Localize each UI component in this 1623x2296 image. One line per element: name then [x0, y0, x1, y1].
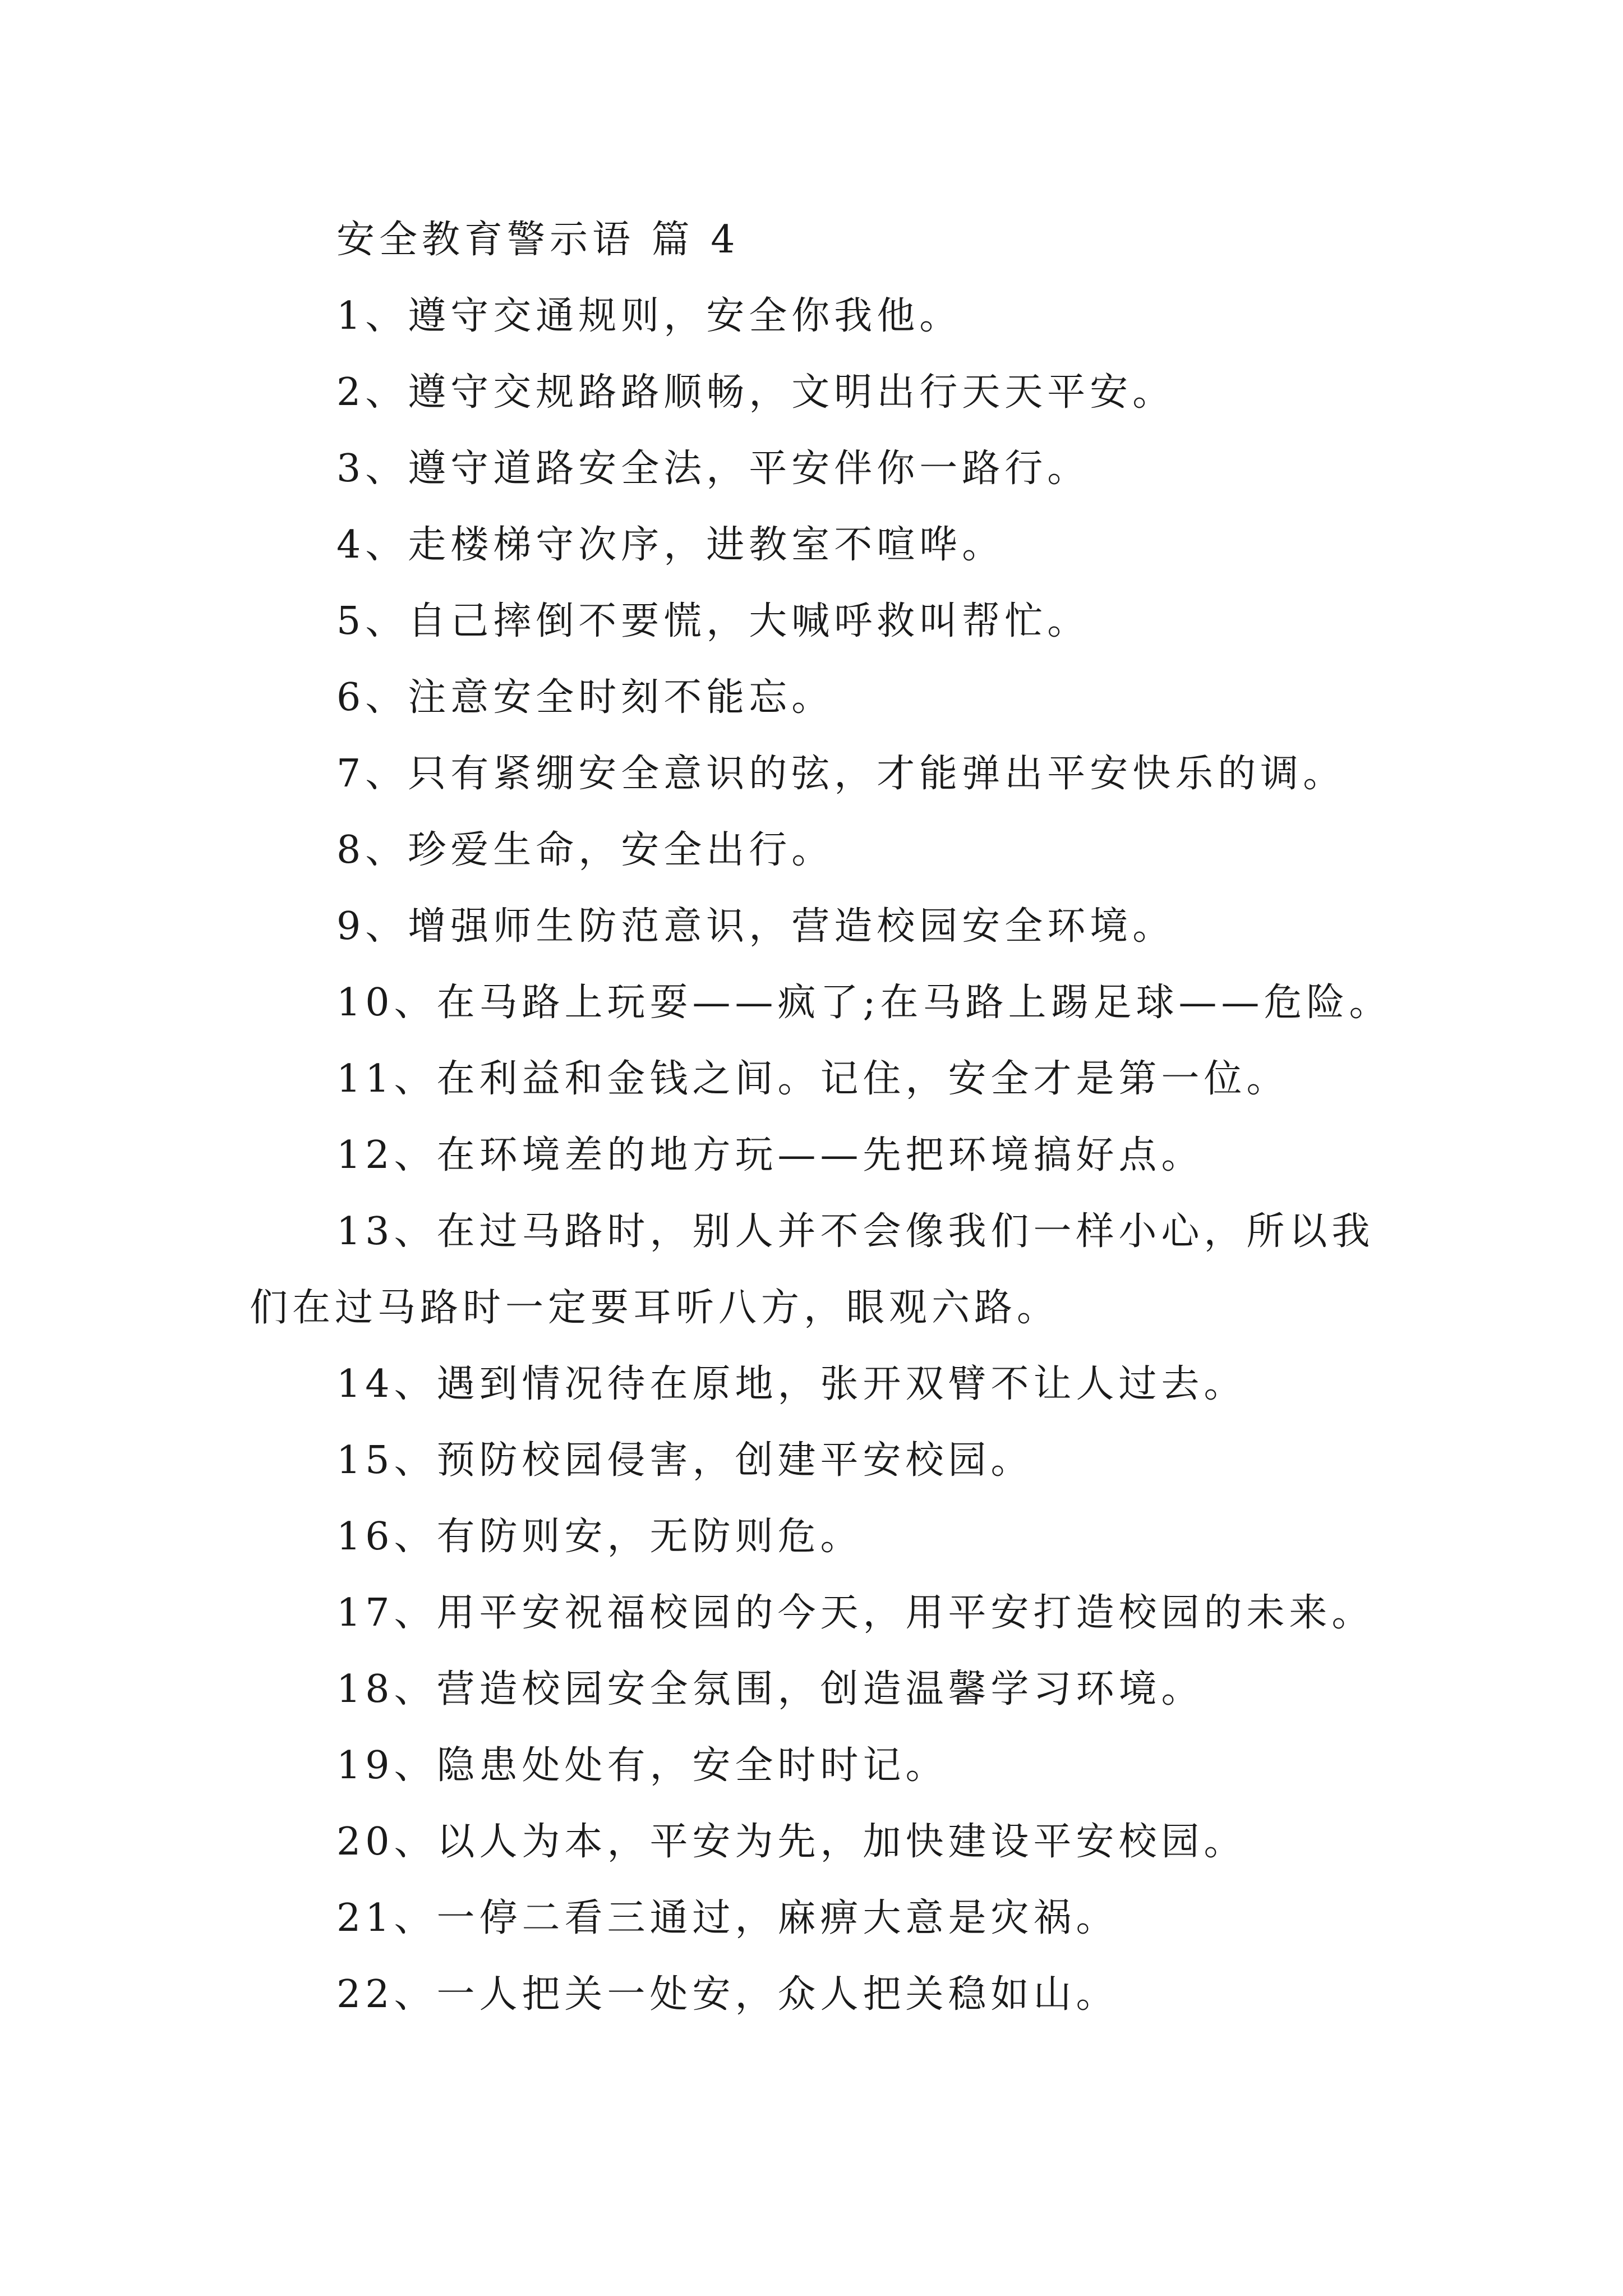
slogan-line: 22、一人把关一处安，众人把关稳如山。 — [336, 1972, 1119, 2017]
slogan-line: 6、注意安全时刻不能忘。 — [336, 675, 834, 720]
slogan-line: 1、遵守交通规则，安全你我他。 — [336, 294, 962, 338]
slogan-line: 4、走楼梯守次序，进教室不喧哗。 — [336, 523, 1005, 567]
slogan-line-continuation: 们在过马路时一定要耳听八方，眼观六路。 — [250, 1286, 1060, 1330]
slogan-line: 16、有防则安，无防则危。 — [336, 1515, 863, 1559]
slogan-line: 14、遇到情况待在原地，张开双臂不让人过去。 — [336, 1362, 1247, 1406]
slogan-line: 21、一停二看三通过，麻痹大意是灾祸。 — [336, 1896, 1119, 1940]
slogan-line: 15、预防校园侵害，创建平安校园。 — [336, 1438, 1034, 1483]
slogan-line: 20、以人为本，平安为先，加快建设平安校园。 — [336, 1820, 1247, 1864]
slogan-line: 18、营造校园安全氛围，创造温馨学习环境。 — [336, 1667, 1204, 1711]
slogan-line: 10、在马路上玩耍——疯了;在马路上踢足球——危险。 — [336, 981, 1392, 1025]
slogan-line: 11、在利益和金钱之间。记住，安全才是第一位。 — [336, 1057, 1289, 1101]
slogan-line: 12、在环境差的地方玩——先把环境搞好点。 — [336, 1133, 1204, 1177]
slogan-line: 5、自己摔倒不要慌，大喊呼救叫帮忙。 — [336, 599, 1090, 643]
document-title: 安全教育警示语 篇 4 — [336, 218, 740, 262]
slogan-line: 2、遵守交规路路顺畅，文明出行天天平安。 — [336, 370, 1175, 415]
slogan-line: 13、在过马路时，别人并不会像我们一样小心，所以我 — [336, 1209, 1375, 1254]
slogan-line: 3、遵守道路安全法，平安伴你一路行。 — [336, 447, 1090, 491]
slogan-line: 7、只有紧绷安全意识的弦，才能弹出平安快乐的调。 — [336, 752, 1346, 796]
slogan-line: 17、用平安祝福校园的今天，用平安打造校园的未来。 — [336, 1591, 1375, 1635]
slogan-line: 9、增强师生防范意识，营造校园安全环境。 — [336, 904, 1175, 949]
slogan-line: 8、珍爱生命，安全出行。 — [336, 828, 834, 872]
slogan-line: 19、隐患处处有，安全时时记。 — [336, 1743, 948, 1788]
